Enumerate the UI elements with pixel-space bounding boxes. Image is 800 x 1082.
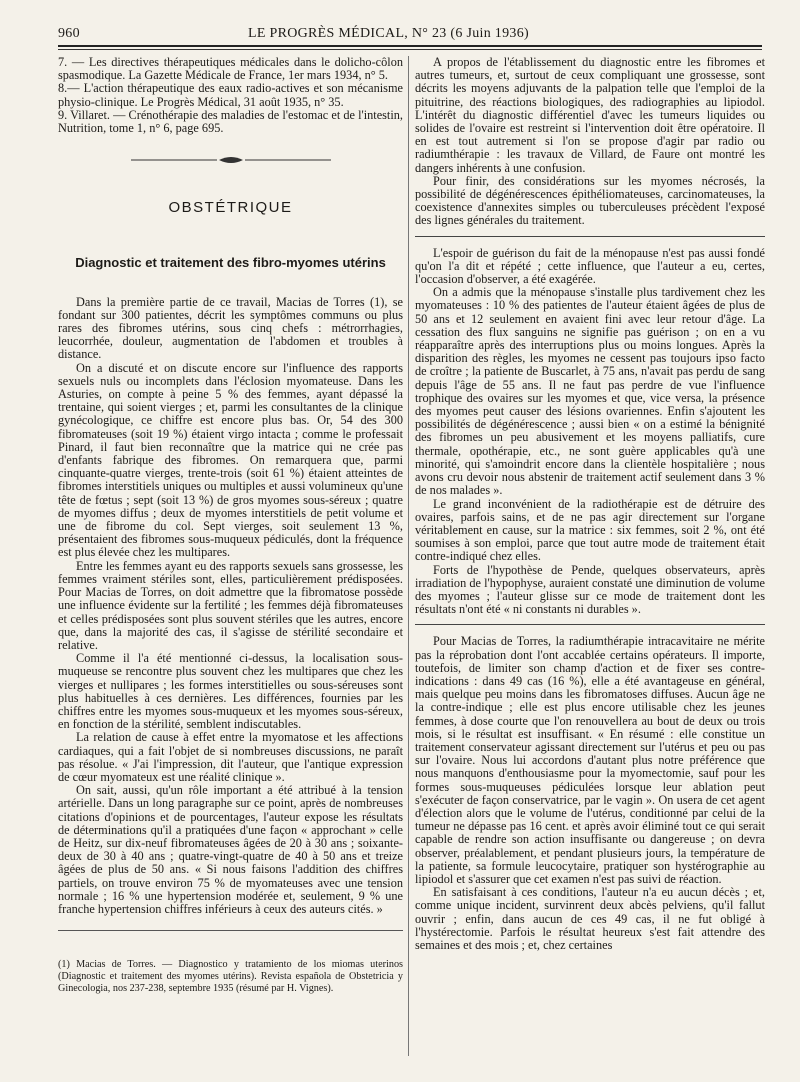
reference-item: 9. Villaret. — Crénothérapie des maladies de l'estomac et de l'intestin, Nutrition, tome 1, n° 6, page 695. bbox=[58, 107, 403, 136]
section-title: OBSTÉTRIQUE bbox=[168, 199, 293, 217]
paragraph: L'espoir de guérison du fait de la ménopause n'est pas aussi fondé qu'on l'a dit et répété ; cette influence, que l'auteur a eu, certes, l'occasion d'observer, a été exagérée. bbox=[415, 245, 765, 287]
paragraph: Entre les femmes ayant eu des rapports sexuels sans grossesse, les femmes vraiment stériles sont, elles, particulièrement prédisposées. Pour Macias de Torres, on doit admettre que la fibromatose possède une influence évidente sur la fertilité ; les femmes déjà fibromateuses et celles prédisposées sont plus souvent stériles que les autres, encore que, dans la majorité des cas, il s'agisse de stérilité secondaire et relative. bbox=[58, 558, 403, 652]
paragraph: La relation de cause à effet entre la myomatose et les affections cardiaques, qui a fait l'objet de si nombreuses discussions, ne paraît pas résolue. « J'ai l'impression, dit l'auteur, que l'antique expression de cœur myomateux est une réalité clinique ». bbox=[58, 730, 403, 784]
paragraph: Le grand inconvénient de la radiothérapie est de détruire des ovaires, parfois sains, et de ne pas agir directement sur l'organe véritablement en cause, sur la matrice : six femmes, soit 2 %, ont été soumises à son emploi, parce que tout autre mode de traitement était contre-indiqué chez elles. bbox=[415, 496, 765, 564]
reference-item: 8.— L'action thérapeutique des eaux radio-actives et son mécanisme physio-clinique. Le Progrès Médical, 31 août 1935, n° 35. bbox=[58, 81, 403, 109]
paragraph: Pour Macias de Torres, la radiumthérapie intracavitaire ne mérite pas la réprobation dont l'ont accablée certains opérateurs. Il importe, toutefois, de limiter son champ d'action et de fixer ses contre-indications : dans 49 cas (16 %), elle a été avantageuse en général, mais quelque peu moins dans les fibromatoses diffuses. Aucun âge ne la contre-indique ; elle est plus encore utilisable chez les jeunes femmes, à dose courte que l'on renouvellera au bout de deux ou trois mois, si le résultat est insuffisant. « En résumé : elle constitue un traitement conservateur agissant directement sur l'utérus et peu ou pas sur l'ovaire. Nous lui accordons d'autant plus notre préférence que nous manquons d'enthousiasme pour la myomectomie, sauf pour les formes sous-muqueuses pédiculées lorsque leur ablation peut s'exécuter de façon conservatrice, par le vagin ». On usera de cet agent d'élection alors que le volume de l'utérus, conditionné par celui de la tumeur ne dépasse pas 16 cent. et après avoir éliminé tout ce qui serait capable de rendre son action insuffisante ou dangereuse ; on devra observer, préalablement, et pendant plusieurs jours, la température de la patiente, sa formule leucocytaire, pratiquer son hystérographie au lipiodol et s'assurer que cet examen n'est pas suivi de réaction. bbox=[415, 634, 765, 886]
reference-item: 7. — Les directives thérapeutiques médicales dans le dolicho-côlon spasmodique. La Gazette Médicale de France, 1er mars 1934, n° 5. bbox=[58, 55, 403, 83]
section-rule bbox=[415, 624, 765, 625]
article-title: Diagnostic et traitement des fibro-myomes utérins bbox=[75, 255, 386, 271]
footnote-rule bbox=[58, 930, 403, 931]
page-header bbox=[58, 26, 760, 46]
left-column bbox=[58, 56, 403, 995]
right-column bbox=[415, 56, 765, 952]
header-rule bbox=[58, 45, 762, 47]
paragraph: Comme il l'a été mentionné ci-dessus, la localisation sous-muqueuse se rencontre plus souvent chez les multipares que chez les vierges et nullipares ; les formes interstitielles ou sous-séreuses sont plus habituelles à ces dernières. Les différences, fournies par les chiffres entre les myomes sous-muqueux et les myomes sous-séreux, en fonction de la stérilité, semblent indiscutables. bbox=[58, 651, 403, 732]
paragraph: Pour finir, des considérations sur les myomes nécrosés, la possibilité de dégénérescences épithéliomateuses, carcinomateuses, la coexistence d'annexites simples ou tuberculeuses précèdent l'exposé des lignes générales du traitement. bbox=[415, 173, 765, 228]
column-divider bbox=[408, 56, 409, 1056]
paragraph: On sait, aussi, qu'un rôle important a été attribué à la tension artérielle. Dans un long paragraphe sur ce point, après de nombreuses citations d'opinions et de pourcentages, l'auteur expose les résultats de déterminations qu'il a pratiquées d'une façon « approchant » celle de Heitz, sur dix-neuf fibromateuses âgées de 20 à 30 ans ; soixante-deux de 30 à 40 ans ; quatre-vingt-quatre de 40 à 50 ans et treize âgées de plus de 50 ans. « Si nous faisons l'addition des chiffres partiels, on trouve environ 75 % de myomateuses avec une tension normale ; 16 % une hypertension modérée et, seulement, 9 % une franche hypertension chiffres inférieurs à ceux des auteurs cités. » bbox=[58, 783, 403, 916]
footnote: (1) Macias de Torres. — Diagnostico y tratamiento de los miomas uterinos (Diagnostic et traitement des myomes utérins). Revista española de Obstetricia y Ginecologia, nos 237-238, septembre 1935 (résumé par H. Vignes). bbox=[58, 959, 403, 995]
paragraph: En satisfaisant à ces conditions, l'auteur n'a eu aucun décès ; et, comme unique incident, survinrent deux abcès pelviens, qu'il fallut ouvrir ; enfin, dans aucun de ces 49 cas, il ne fut obligé à l'hystérectomie. Parfois le résultat heureux s'est fait attendre des semaines et des mois ; et, chez certaines bbox=[415, 885, 765, 952]
section-rule bbox=[415, 236, 765, 237]
page-number: 960 bbox=[58, 26, 80, 41]
paragraph: Forts de l'hypothèse de Pende, quelques observateurs, après irradiation de l'hypophyse, auraient constaté une diminution de volume des myomes ; l'auteur glisse sur ce mode de traitement dont les résultats n'ont été « ni constants ni durables ». bbox=[415, 562, 765, 617]
ornament-divider bbox=[58, 153, 403, 167]
running-title: LE PROGRÈS MÉDICAL, N° 23 (6 Juin 1936) bbox=[248, 26, 529, 41]
paragraph: On a discuté et on discute encore sur l'influence des rapports sexuels nuls ou incomplets dans l'éclosion myomateuse. Dans les Asturies, on compte à peine 5 % des femmes, ayant dépassé la trentaine, qui soient vierges ; et, parmi les consultantes de la clinique gynécologique, ce chiffre est encore plus bas. Or, 54 des 300 fibromateuses (soit 19 %) étaient virgo intacta ; comme le professait Pinard, il faut bien reconnaître que la matrice qui ne crée pas d'enfants fabrique des fibromes. On remarquera que, parmi cinquante-quatre vierges, trente-trois (soit 61 %) étaient atteintes de fibromes interstitiels uniques ou multiples et aussi volumineux qu'une tête de fœtus ; sept (soit 13 %) de gros myomes sous-séreux ; quatre de myomes diffus ; deux de myomes interstitiels de petit volume et une de fibrome du col. Sept vierges, soit seulement 13 %, présentaient des fibromes sous-muqueux pédiculés, dont la fréquence est plus élevée chez les multipares. bbox=[58, 360, 403, 560]
header-rule-thin bbox=[58, 49, 762, 50]
paragraph: On a admis que la ménopause s'installe plus tardivement chez les myomateuses : 10 % des patientes de l'auteur étaient âgées de plus de 50 ans et 12 seulement en avaient fini avec leur retour d'âge. La cessation des flux sanguins ne signifie pas guérison ; on en a vu réapparaître après des interruptions plus ou moins longues. Après la disparition des règles, les myomes ne cessent pas toujours ipso facto de croître ; la patiente de Buscarlet, à 75 ans, n'avait pas perdu de sang depuis l'âge de 55 ans. Il ne faut pas perdre de vue l'influence trophique des ovaires sur les myomes et que, vice versa, la présence des myomes peut causer des lésions ovariennes. Enfin s'ajoutent les possibilités de dégénérescence ; aussi bien « on a estimé la bénignité des fibromes un peu abusivement et les moyens palliatifs, cure thermale, opothérapie, etc., ne sont guère applicables qu'à une minorité, qui s'amoindrit encore dans la clientèle hospitalière ; nous avons cru devoir nous abstenir de traitement actif seulement dans 3 % de nos malades ». bbox=[415, 285, 765, 498]
paragraph: Dans la première partie de ce travail, Macias de Torres (1), se fondant sur 300 patientes, décrit les symptômes communs ou plus rares des fibromes utérins, sous cinq chefs : métrorrhagies, leucorrhée, douleur, augmentation de l'abdomen et troubles à distance. bbox=[58, 294, 403, 362]
paragraph: A propos de l'établissement du diagnostic entre les fibromes et autres tumeurs, et, surtout de ceux compliquant une grossesse, sont décrits les moyens adjuvants de la palpation telle que l'emploi de la pituitrine, des réactions biologiques, des radiographies au lipiodol. L'intérêt du diagnostic différentiel d'avec les tumeurs liquides ou solides de l'ovaire est restreint si l'intervention doit être opératoire. Il en est tout autrement si l'on se propose d'agir par radio ou radiumthérapie : les travaux de Villard, de Faure ont montré les dangers inhérents à une confusion. bbox=[415, 55, 765, 175]
